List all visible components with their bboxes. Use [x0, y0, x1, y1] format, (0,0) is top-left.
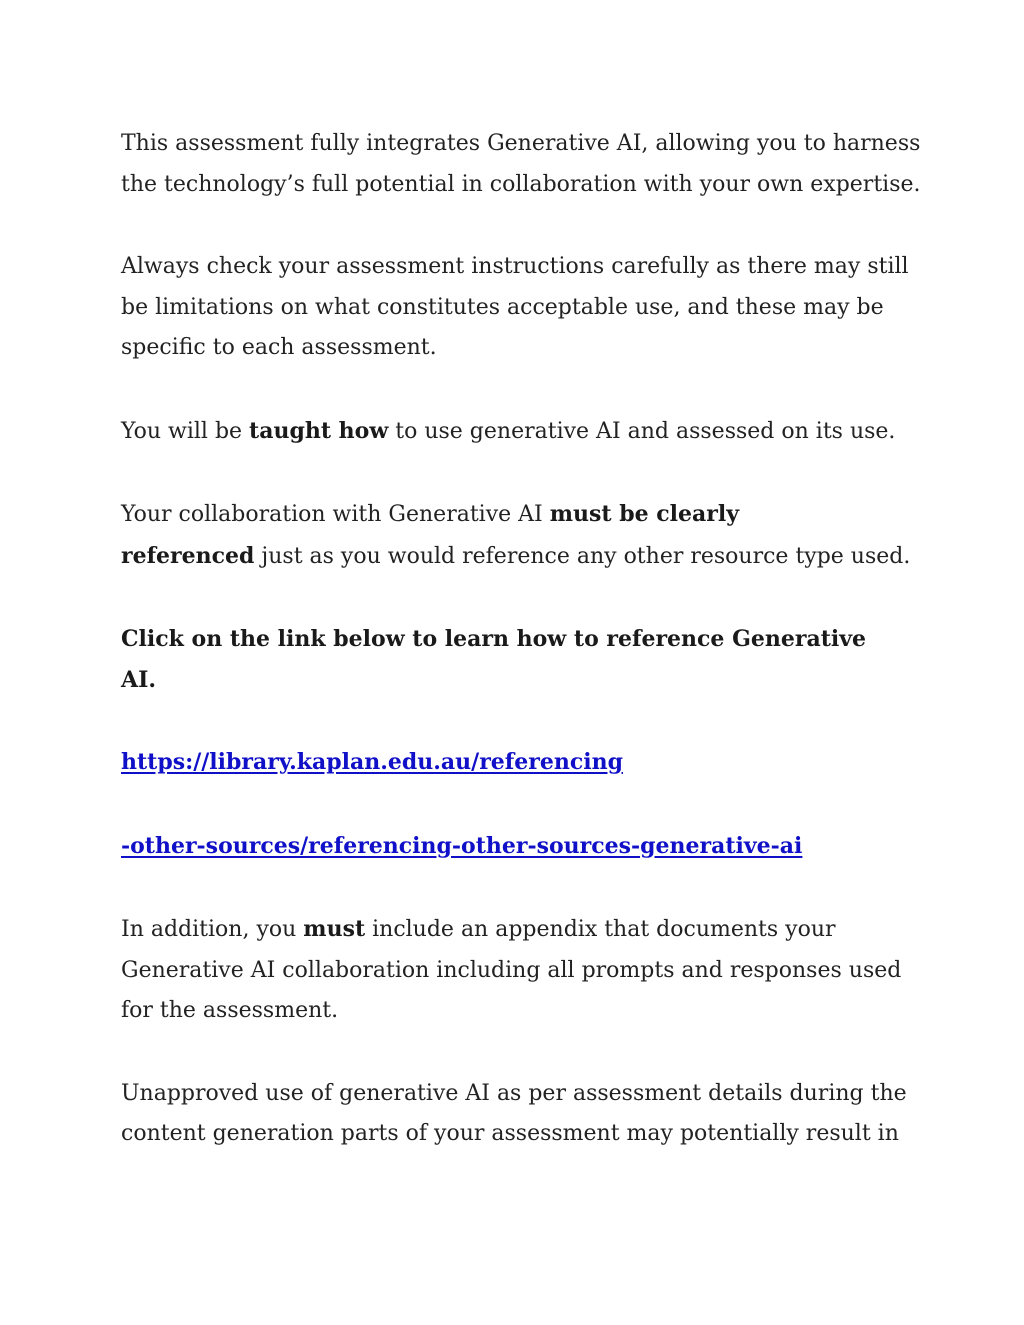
text-run: include an appendix that documents your — [365, 917, 836, 942]
paragraph-line: This assessment fully integrates Generative AI, allowing you to harness — [121, 131, 921, 156]
paragraph-taught — [121, 411, 921, 453]
paragraph-line: be limitations on what constitutes acceptable use, and these may be — [121, 294, 884, 320]
referencing-link-part1[interactable]: https://library.kaplan.edu.au/referencing — [121, 749, 623, 775]
paragraph-line: Generative AI collaboration including all prompts and responses used — [121, 957, 902, 983]
paragraph-line — [121, 536, 921, 578]
emphasis-must-be-clearly: must be clearly — [549, 501, 739, 527]
paragraph-line: content generation parts of your assessment may potentially result in — [121, 1121, 899, 1146]
paragraph-referenced — [121, 494, 921, 577]
paragraph-click-link-heading — [121, 619, 921, 700]
paragraph-line — [121, 909, 921, 951]
paragraph-instructions — [121, 247, 921, 369]
paragraph-line: Unapproved use of generative AI as per assessment details during the — [121, 1080, 907, 1106]
text-run: In addition, you — [121, 917, 304, 942]
emphasis-referenced: referenced — [121, 542, 255, 569]
text-run: Your collaboration with Generative AI — [121, 502, 550, 527]
paragraph-unapproved — [121, 1074, 921, 1155]
document-body — [121, 124, 921, 1197]
text-run: to use generative AI and assessed on its use. — [388, 418, 896, 444]
text-run: just as you would reference any other resource type used. — [254, 543, 911, 569]
paragraph-line: specific to each assessment. — [121, 335, 437, 360]
paragraph-appendix — [121, 909, 921, 1032]
paragraph-link-part1 — [121, 742, 921, 784]
paragraph-line: the technology’s full potential in collaboration with your own expertise. — [121, 171, 921, 197]
referencing-link-part2[interactable]: -other-sources/referencing-other-sources-generative-ai — [121, 832, 803, 859]
text-run: You will be — [121, 418, 250, 444]
paragraph-line: AI. — [121, 666, 157, 693]
emphasis-taught-how: taught how — [249, 417, 389, 444]
paragraph-intro — [121, 124, 921, 205]
paragraph-line — [121, 411, 921, 453]
paragraph-line: Always check your assessment instructions carefully as there may still — [121, 254, 909, 279]
paragraph-line: Click on the link below to learn how to reference Generative — [121, 626, 867, 652]
emphasis-must: must — [303, 916, 366, 942]
paragraph-line: for the assessment. — [121, 998, 339, 1023]
paragraph-link-part2 — [121, 826, 921, 868]
paragraph-line — [121, 494, 921, 536]
